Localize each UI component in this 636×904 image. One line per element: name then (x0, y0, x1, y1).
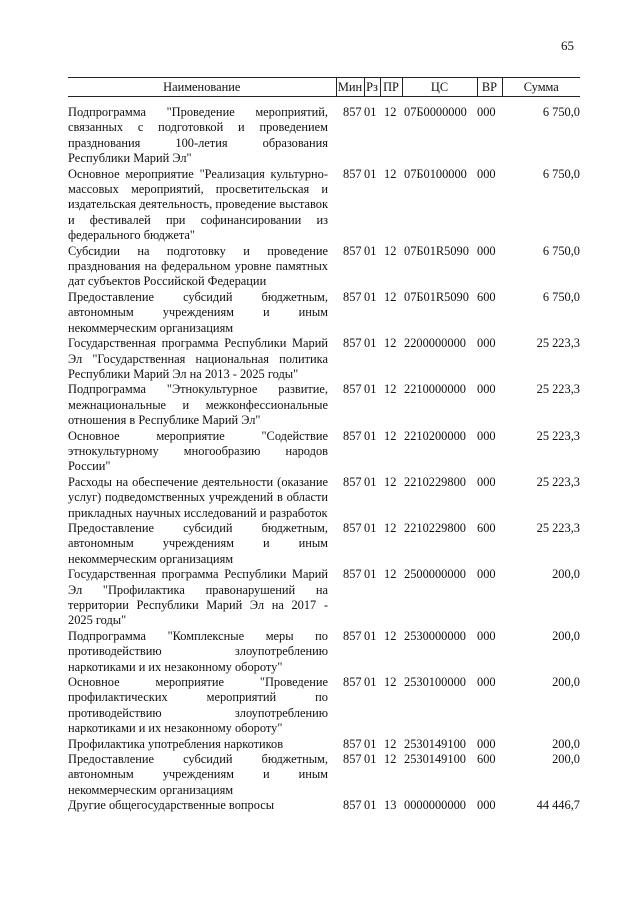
cell-sum: 200,0 (552, 628, 580, 643)
cell-vr: 600 (477, 289, 496, 304)
header-pr: ПР (380, 78, 402, 97)
cell-vr: 000 (477, 166, 496, 181)
cell-rz: 01 (364, 736, 377, 751)
cell-cs: 2530100000 (404, 675, 466, 690)
cell-sum: 200,0 (552, 752, 580, 767)
table-row (68, 167, 580, 244)
cell-cs: 2530000000 (404, 628, 466, 643)
cell-min: 857 (343, 336, 362, 351)
cell-name: Предоставление субсидий бюджетным, автономным учреждениям и иным некоммерческим организациям (68, 520, 328, 566)
cell-vr: 000 (477, 336, 496, 351)
cell-rz: 01 (364, 105, 377, 119)
budget-table (68, 77, 580, 814)
cell-sum: 6 750,0 (542, 166, 580, 181)
cell-cs: 2530149100 (404, 736, 466, 751)
header-rz: Рз (364, 78, 380, 97)
cell-sum: 25 223,3 (536, 520, 580, 535)
cell-sum: 6 750,0 (542, 289, 580, 304)
cell-rz: 01 (364, 567, 377, 582)
cell-name: Подпрограмма "Этнокультурное развитие, межнациональные и межконфессиональные отношения в Республике Марий Эл" (68, 382, 328, 428)
cell-name: Подпрограмма "Проведение мероприятий, связанных с подготовкой и проведением празднования 100-летия образования Республики Марий Эл" (68, 105, 328, 166)
header-sum: Сумма (502, 78, 580, 97)
cell-pr: 12 (384, 105, 397, 119)
cell-name: Подпрограмма "Комплексные меры по противодействию злоупотреблению наркотиками и их незаконному обороту" (68, 628, 328, 674)
cell-vr: 000 (477, 798, 496, 813)
cell-min: 857 (343, 474, 362, 489)
cell-pr: 12 (384, 628, 397, 643)
cell-sum: 25 223,3 (536, 474, 580, 489)
page-number: 65 (561, 38, 574, 53)
table-row (68, 521, 580, 567)
cell-min: 857 (343, 752, 362, 767)
cell-pr: 12 (384, 752, 397, 767)
header-cs: ЦС (402, 78, 477, 97)
cell-min: 857 (343, 675, 362, 690)
cell-rz: 01 (364, 520, 377, 535)
cell-pr: 12 (384, 382, 397, 397)
cell-cs: 0000000000 (404, 798, 466, 813)
cell-rz: 01 (364, 289, 377, 304)
cell-name: Расходы на обеспечение деятельности (оказание услуг) подведомственных учреждений в области прикладных научных исследований и разработок (68, 474, 328, 520)
cell-vr: 000 (477, 474, 496, 489)
cell-min: 857 (343, 520, 362, 535)
cell-min: 857 (343, 105, 362, 119)
cell-sum: 200,0 (552, 675, 580, 690)
cell-cs: 2210200000 (404, 428, 466, 443)
table-row (68, 567, 580, 629)
header-min: Мин (336, 78, 364, 97)
cell-pr: 12 (384, 474, 397, 489)
cell-rz: 01 (364, 752, 377, 767)
cell-cs: 2210000000 (404, 382, 466, 397)
table-row (68, 798, 580, 813)
table-row (68, 475, 580, 521)
cell-rz: 01 (364, 428, 377, 443)
cell-cs: 07Б0100000 (404, 166, 467, 181)
cell-name: Предоставление субсидий бюджетным, автономным учреждениям и иным некоммерческим организациям (68, 289, 328, 335)
table-row (68, 290, 580, 336)
cell-sum: 44 446,7 (536, 798, 580, 813)
cell-vr: 600 (477, 752, 496, 767)
cell-name: Другие общегосударственные вопросы (68, 798, 275, 813)
cell-rz: 01 (364, 628, 377, 643)
cell-cs: 2210229800 (404, 520, 466, 535)
cell-pr: 13 (384, 798, 397, 813)
cell-pr: 12 (384, 520, 397, 535)
table-row (68, 629, 580, 675)
cell-min: 857 (343, 798, 362, 813)
cell-min: 857 (343, 243, 362, 258)
cell-rz: 01 (364, 675, 377, 690)
cell-vr: 000 (477, 243, 496, 258)
cell-rz: 01 (364, 243, 377, 258)
cell-sum: 25 223,3 (536, 382, 580, 397)
cell-name: Основное мероприятие "Содействие этнокультурному многообразию народов России" (68, 428, 328, 474)
cell-min: 857 (343, 628, 362, 643)
cell-cs: 07Б01R5090 (404, 243, 469, 258)
cell-sum: 6 750,0 (542, 243, 580, 258)
cell-vr: 000 (477, 105, 496, 119)
cell-rz: 01 (364, 798, 377, 813)
cell-min: 857 (343, 567, 362, 582)
cell-sum: 200,0 (552, 736, 580, 751)
table-header (68, 78, 580, 97)
cell-min: 857 (343, 382, 362, 397)
cell-pr: 12 (384, 675, 397, 690)
cell-pr: 12 (384, 567, 397, 582)
cell-min: 857 (343, 289, 362, 304)
header-row (68, 78, 580, 97)
cell-name: Основное мероприятие "Проведение профилактических мероприятий по противодействию злоупотреблению наркотиками и их незаконному обороту" (68, 675, 328, 736)
cell-name: Государственная программа Республики Марий Эл "Профилактика правонарушений на территории Республики Марий Эл на 2017 - 2025 годы" (68, 567, 328, 628)
cell-min: 857 (343, 428, 362, 443)
table-row (68, 675, 580, 737)
cell-sum: 200,0 (552, 567, 580, 582)
cell-pr: 12 (384, 428, 397, 443)
cell-pr: 12 (384, 736, 397, 751)
cell-name: Предоставление субсидий бюджетным, автономным учреждениям и иным некоммерческим организациям (68, 752, 328, 797)
cell-pr: 12 (384, 243, 397, 258)
cell-sum: 25 223,3 (536, 336, 580, 351)
cell-cs: 2210229800 (404, 474, 466, 489)
cell-min: 857 (343, 736, 362, 751)
table-row (68, 429, 580, 475)
cell-name: Субсидии на подготовку и проведение празднования на федеральном уровне памятных дат субъектов Российской Федерации (68, 243, 328, 289)
cell-vr: 000 (477, 567, 496, 582)
cell-vr: 000 (477, 736, 496, 751)
cell-rz: 01 (364, 336, 377, 351)
cell-vr: 000 (477, 382, 496, 397)
cell-cs: 2200000000 (404, 336, 466, 351)
cell-pr: 12 (384, 166, 397, 181)
table-row (68, 97, 580, 167)
cell-rz: 01 (364, 166, 377, 181)
cell-name: Основное мероприятие "Реализация культурно-массовых мероприятий, просветительская и издательская деятельность, проведение выставок и фестивалей при софинансировании из федерального бюджета" (68, 166, 328, 243)
table-row (68, 336, 580, 382)
cell-vr: 000 (477, 628, 496, 643)
cell-cs: 2500000000 (404, 567, 466, 582)
cell-name: Профилактика употребления наркотиков (68, 736, 284, 751)
table-row (68, 244, 580, 290)
cell-pr: 12 (384, 289, 397, 304)
header-name: Наименование (68, 78, 336, 97)
cell-min: 857 (343, 166, 362, 181)
cell-sum: 25 223,3 (536, 428, 580, 443)
header-vr: ВР (477, 78, 502, 97)
cell-name: Государственная программа Республики Марий Эл "Государственная национальная политика Республики Марий Эл на 2013 - 2025 годы" (68, 336, 328, 381)
table-body (68, 97, 580, 814)
cell-pr: 12 (384, 336, 397, 351)
table-row (68, 737, 580, 752)
cell-vr: 000 (477, 675, 496, 690)
cell-vr: 000 (477, 428, 496, 443)
cell-vr: 600 (477, 520, 496, 535)
cell-sum: 6 750,0 (542, 105, 580, 119)
cell-cs: 07Б0000000 (404, 105, 467, 119)
table-row (68, 752, 580, 798)
cell-rz: 01 (364, 382, 377, 397)
cell-cs: 2530149100 (404, 752, 466, 767)
table-row (68, 382, 580, 428)
cell-cs: 07Б01R5090 (404, 289, 469, 304)
cell-rz: 01 (364, 474, 377, 489)
